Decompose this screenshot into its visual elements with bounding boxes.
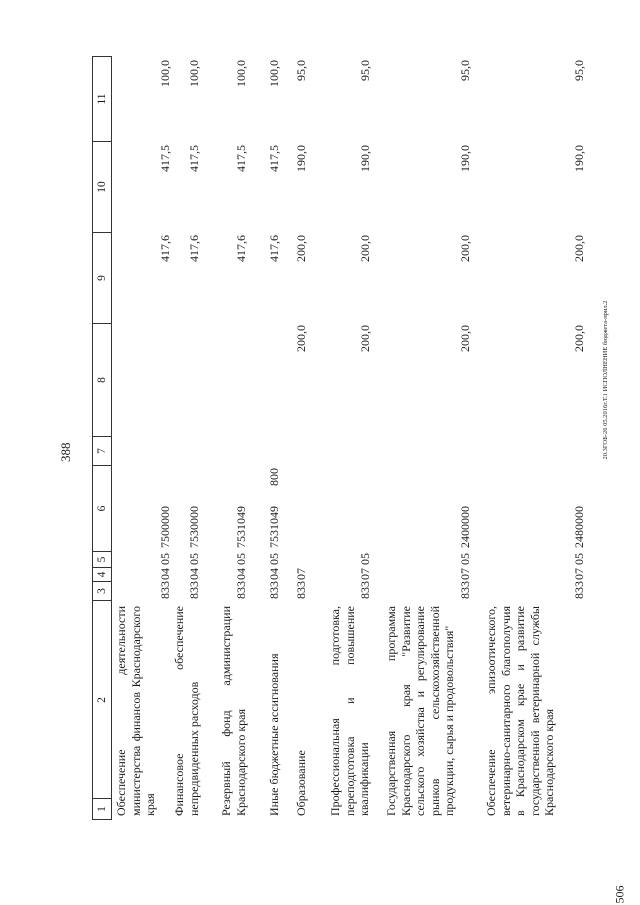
- row-name: Государственная программа Краснодарского края "Развитие сельского хозяйства и регулирование рынков сельскохозяйственной продукции, сырья и продовольствия": [384, 606, 456, 816]
- cell-c3: 833: [158, 581, 172, 599]
- cell-c8: 200,0: [358, 325, 372, 352]
- page-number: 388: [58, 442, 73, 462]
- cell-c10: 190,0: [358, 145, 372, 172]
- budget-table: [92, 40, 612, 820]
- cell-c9: 417,6: [158, 235, 172, 262]
- cell-c9: 417,6: [234, 235, 248, 262]
- header-col-4: 4: [92, 567, 112, 581]
- cell-c10: 190,0: [572, 145, 586, 172]
- cell-c10: 417,5: [267, 145, 281, 172]
- row-name: Образование: [294, 750, 308, 816]
- cell-c4: 07: [572, 568, 586, 580]
- rotated-table-frame: [92, 40, 612, 820]
- cell-c10: 190,0: [458, 145, 472, 172]
- cell-c11: 95,0: [458, 60, 472, 81]
- cell-c3: 833: [358, 581, 372, 599]
- cell-c10: 417,5: [158, 145, 172, 172]
- cell-c5: 05: [158, 553, 172, 565]
- cell-c8: 200,0: [572, 325, 586, 352]
- cell-c5: 05: [458, 553, 472, 565]
- cell-c9: 200,0: [358, 235, 372, 262]
- row-name: Профессиональная подготовка, переподготовка и повышение квалификации: [328, 606, 371, 816]
- cell-c3: 833: [294, 581, 308, 599]
- header-col-5: 5: [92, 551, 112, 567]
- cell-c5: 05: [234, 553, 248, 565]
- cell-c4: 04: [234, 568, 248, 580]
- cell-c4: 07: [294, 568, 308, 580]
- cell-c4: 04: [158, 568, 172, 580]
- row-name: Иные бюджетные ассигнования: [267, 653, 281, 816]
- cell-c6: 7530000: [187, 506, 201, 548]
- header-col-8: 8: [92, 323, 112, 436]
- cell-c3: 833: [234, 581, 248, 599]
- cell-c10: 417,5: [234, 145, 248, 172]
- cell-c11: 95,0: [358, 60, 372, 81]
- cell-c9: 417,6: [267, 235, 281, 262]
- cell-c6: 7531049: [267, 506, 281, 548]
- cell-c6: 7531049: [234, 506, 248, 548]
- cell-c3: 833: [458, 581, 472, 599]
- sheet-number: 506: [612, 885, 627, 904]
- header-col-1: 1: [92, 798, 112, 820]
- cell-c8: 200,0: [458, 325, 472, 352]
- header-col-6: 6: [92, 465, 112, 551]
- cell-c6: 2400000: [458, 506, 472, 548]
- cell-c10: 190,0: [294, 145, 308, 172]
- cell-c9: 200,0: [458, 235, 472, 262]
- cell-c5: 05: [187, 553, 201, 565]
- cell-c11: 100,0: [234, 60, 248, 87]
- cell-c11: 95,0: [294, 60, 308, 81]
- row-name: Обеспечение деятельности министерства финансов Краснодарского края: [114, 606, 157, 816]
- header-col-10: 10: [92, 141, 112, 232]
- cell-c4: 07: [358, 568, 372, 580]
- header-col-2: 2: [92, 600, 112, 799]
- cell-c11: 100,0: [187, 60, 201, 87]
- cell-c5: 05: [572, 553, 586, 565]
- cell-c3: 833: [187, 581, 201, 599]
- row-name: Обеспечение эпизоотического, ветеринарно-санитарного благополучия в Краснодарском крае и развитие государственной ветеринарной службы Краснодарского края: [484, 606, 556, 816]
- cell-c11: 100,0: [158, 60, 172, 87]
- cell-c8: 200,0: [294, 325, 308, 352]
- header-col-7: 7: [92, 436, 112, 465]
- cell-c5: 05: [358, 553, 372, 565]
- cell-c6: 2480000: [572, 506, 586, 548]
- row-name: Резервный фонд администрации Краснодарского края: [219, 606, 248, 816]
- cell-c9: 417,6: [187, 235, 201, 262]
- cell-c11: 95,0: [572, 60, 586, 81]
- cell-c9: 200,0: [572, 235, 586, 262]
- document-stamp: 20.3ГОБ-26 05.2016г.Т.1 ИСПОЛНЕНИЕ бюджета-прил.2: [602, 300, 609, 460]
- header-col-3: 3: [92, 581, 112, 600]
- cell-c10: 417,5: [187, 145, 201, 172]
- header-col-11: 11: [92, 56, 112, 141]
- row-name: Финансовое обеспечение непредвиденных расходов: [172, 606, 201, 816]
- cell-c3: 833: [572, 581, 586, 599]
- cell-c5: 05: [267, 553, 281, 565]
- cell-c6: 7500000: [158, 506, 172, 548]
- cell-c9: 200,0: [294, 235, 308, 262]
- cell-c4: 07: [458, 568, 472, 580]
- header-col-9: 9: [92, 232, 112, 323]
- cell-c7: 800: [267, 468, 281, 486]
- cell-c3: 833: [267, 581, 281, 599]
- cell-c4: 04: [267, 568, 281, 580]
- cell-c4: 04: [187, 568, 201, 580]
- cell-c11: 100,0: [267, 60, 281, 87]
